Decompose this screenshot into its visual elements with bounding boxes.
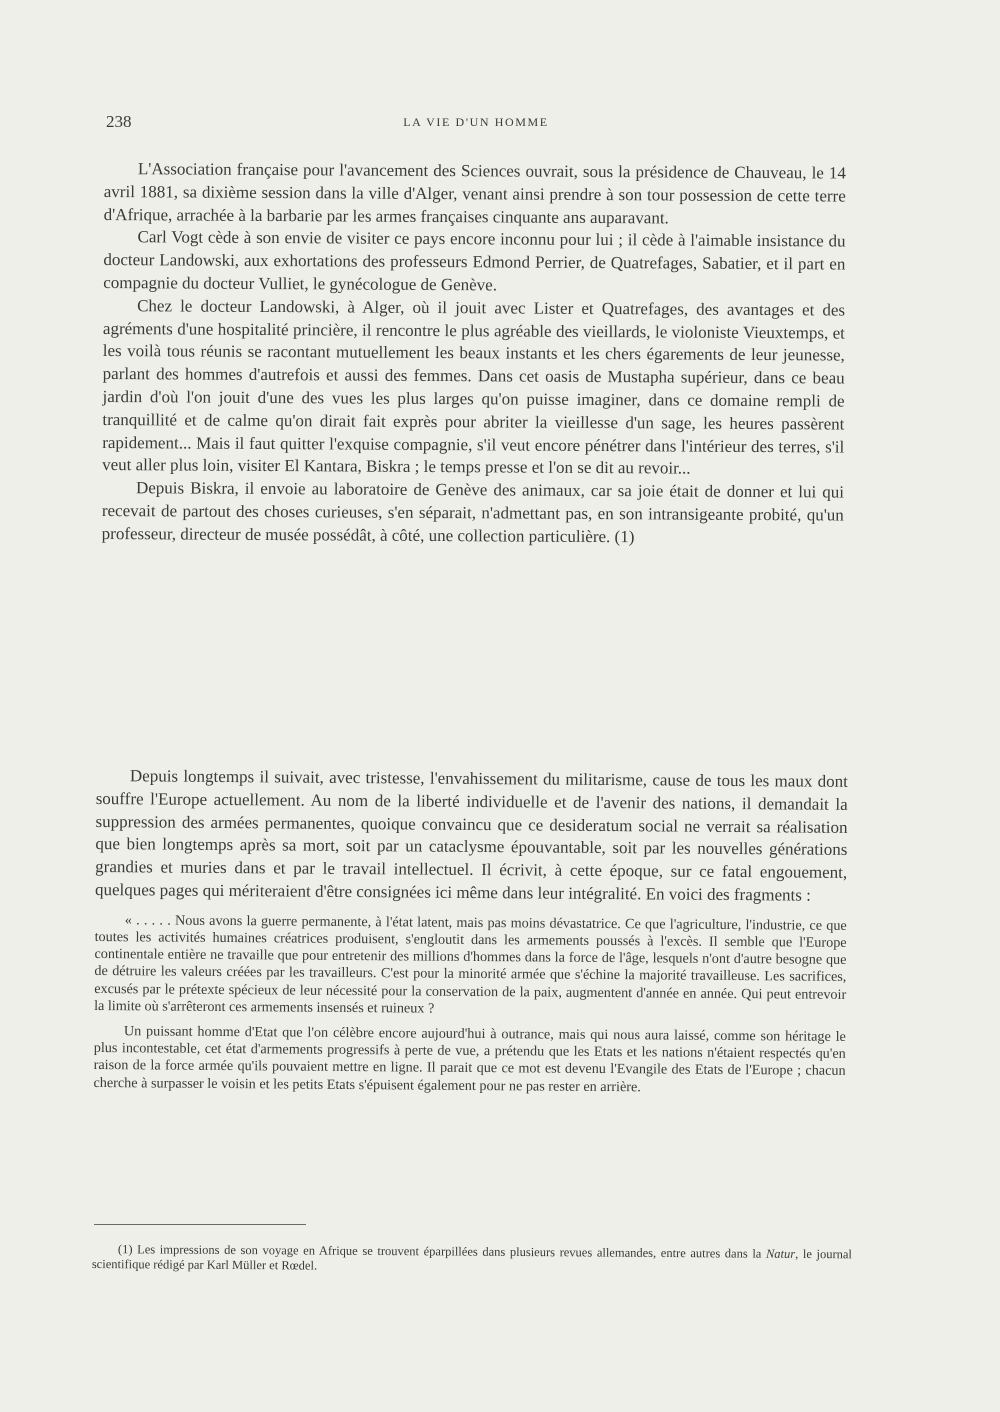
page-number: 238	[106, 112, 132, 131]
footnote-marker: (1)	[117, 1242, 133, 1257]
quoted-fragment	[93, 912, 846, 1098]
section-militarisme	[93, 765, 848, 1106]
footnote	[92, 1242, 852, 1276]
page-header	[106, 112, 846, 136]
quote-paragraph: « . . . . . Nous avons la guerre permanente, à l'état latent, mais pas moins dévastatrice. Ce que l'agriculture, l'industrie, ce que toutes les activités humaines créatrices produisent, s'engloutit dans les armements poussés à l'excès. Il semble que l'Europe continentale entière ne travaille que pour entretenir des millions d'hommes dans la force de l'âge, lesquels n'ont d'autre besogne que de détruire les valeurs créées par les travailleurs. C'est pour la minorité armée que s'échine la majorité travailleuse. Les sacrifices, excusés par le prétexte spécieux de leur nécessité pour la conservation de la paix, augmentent d'année en année. Qui peut entrevoir la limite où s'arrêteront ces armements insensés et ruineux ?	[94, 912, 847, 1017]
section-voyage-algerie	[102, 158, 846, 550]
quote-paragraph: Un puissant homme d'Etat que l'on célèbre encore aujourd'hui à outrance, mais qui nous aura laissé, comme son héritage le plus incontestable, cet état d'armements progressifs à perte de vue, a prétendu que les Etats et les nations n'étaient respectés qu'en raison de la force armée qu'ils pouvaient mettre en ligne. Il parait que ce mot est devenu l'Evangile des Etats de l'Europe ; chacun cherche à surpasser le voisin et les petits Etats s'épuisent également pour ne pas rester en arrière.	[93, 1023, 846, 1095]
footnote-text-end: , le journal scientifique rédigé par Karl Müller et Rœdel.	[91, 1246, 852, 1273]
running-title: LA VIE D'UN HOMME	[403, 115, 549, 129]
footnote-divider	[94, 1224, 306, 1225]
paragraph: Depuis longtemps il suivait, avec tristesse, l'envahissement du militarisme, cause de tous les maux dont souffre l'Europe actuellement. Au nom de la liberté individuelle et de l'avenir des nations, il demandait la suppression des armées permanentes, quoique convaincu que ce desideratum social ne verrait sa réalisation que bien longtemps après sa mort, soit par un cataclysme épouvantable, soit par les nouvelles générations grandies et muries dans et par le travail intellectuel. Il écrivit, à cette époque, sur ce fatal engouement, quelques pages qui mériteraient d'être consignées ici même dans leur intégralité. En voici des fragments :	[94, 766, 848, 905]
footnote-journal-title: Natur	[765, 1246, 796, 1261]
paragraph: Chez le docteur Landowski, à Alger, où il jouit avec Lister et Quatrefages, des avantages et des agréments d'une hospitalité princière, il rencontre le plus agréable des vieillards, le violoniste Vieuxtemps, et les voilà tous réunis se racontant mutuellement les beaux instants et les chers égarements de leur jeunesse, parlant des hommes d'autrefois et aussi des femmes. Dans cet oasis de Mustapha supérieur, dans ce beau jardin d'où l'on jouit d'une des vues les plus larges qu'on puisse imaginer, dans ce domaine rempli de tranquillité et de calme qu'on dirait fait exprès pour abriter la vieillesse d'un sage, les heures passèrent rapidement... Mais il faut quitter l'exquise compagnie, s'il veut encore pénétrer dans l'intérieur des terres, s'il veut aller plus loin, visiter El Kantara, Biskra ; le temps presse et l'on se dit au revoir...	[102, 295, 846, 478]
paragraph: Depuis Biskra, il envoie au laboratoire de Genève des animaux, car sa joie était de donner et lui qui recevait de partout des choses curieuses, s'en séparait, n'admettant pas, en son intransigeante probité, qu'un professeur, directeur de musée possédât, à côté, une collection particulière. (1)	[101, 478, 845, 546]
paragraph: Carl Vogt cède à son envie de visiter ce pays encore inconnu pour lui ; il cède à l'aimable insistance du docteur Landowski, aux exhortations des professeurs Edmond Perrier, de Quatrefages, Sabatier, et il part en compagnie du docteur Vulliet, le gynécologue de Genève.	[103, 227, 846, 295]
paragraph: L'Association française pour l'avancement des Sciences ouvrait, sous la présidence de Chauveau, le 14 avril 1881, sa dixième session dans la ville d'Alger, venant ainsi prendre à son tour possession de cette terre d'Afrique, arrachée à la barbarie par les armes françaises cinquante ans auparavant.	[103, 159, 846, 228]
footnote-text: Les impressions de son voyage en Afrique se trouvent éparpillées dans plusieurs revues allemandes, entre autres dans la	[132, 1242, 767, 1261]
